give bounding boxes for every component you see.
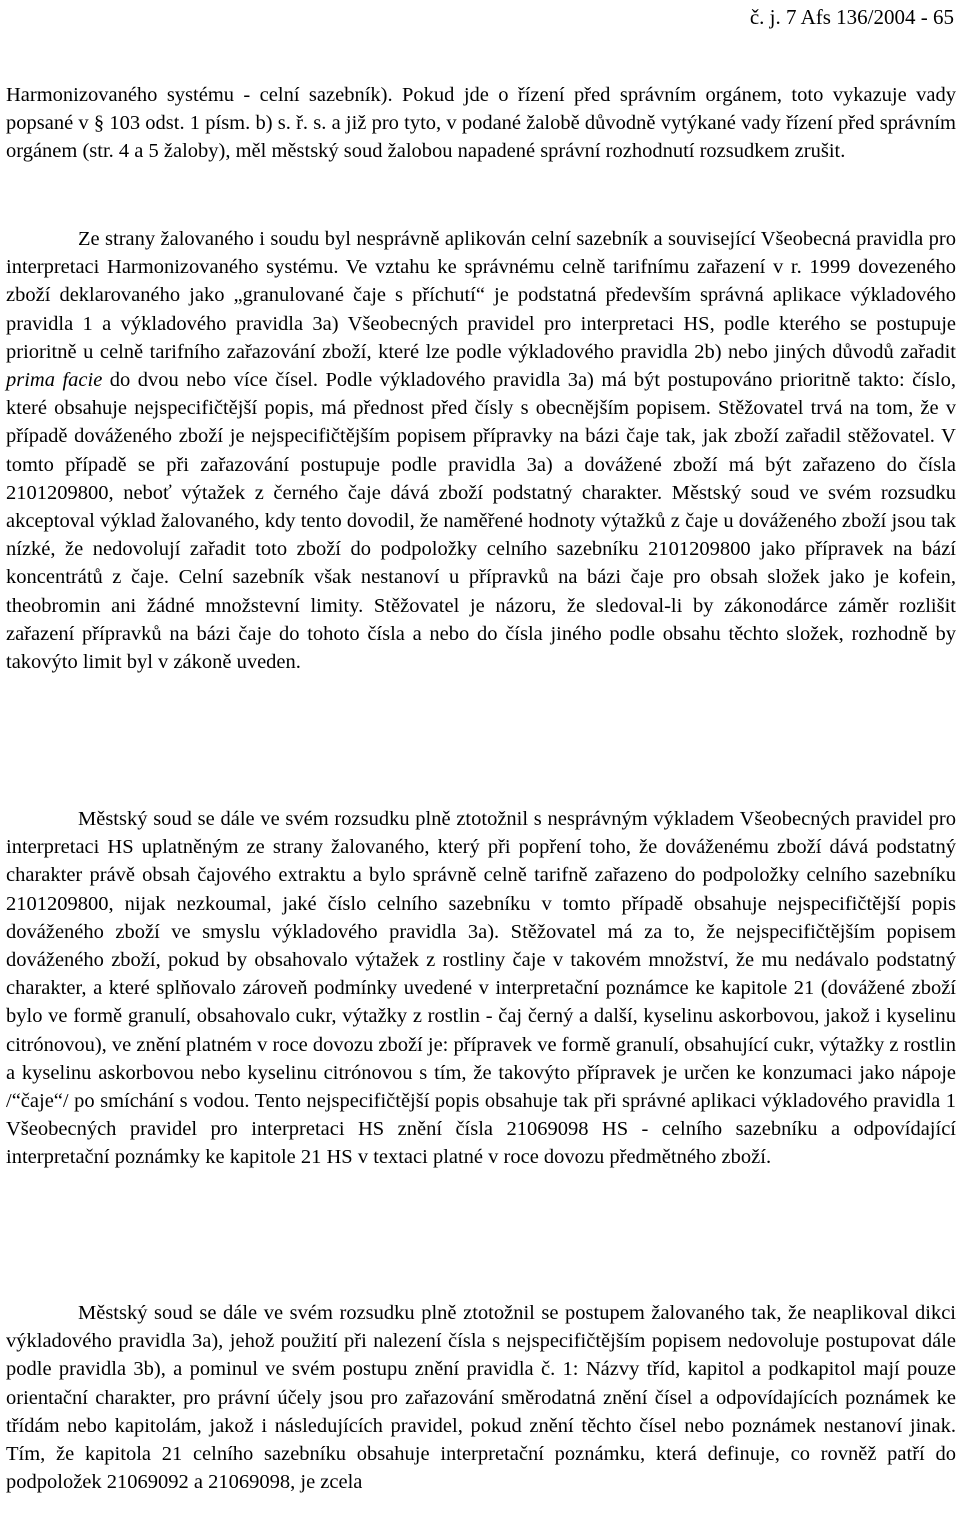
paragraph-1-block — [6, 81, 956, 166]
paragraph-4-block — [6, 1299, 956, 1496]
document-reference: č. j. 7 Afs 136/2004 - 65 — [749, 5, 954, 29]
paragraph-3-block — [6, 805, 956, 1172]
paragraph-4: Městský soud se dále ve svém rozsudku plně ztotožnil se postupem žalovaného tak, že neaplikoval dikci výkladového pravidla 3a), jehož použití při nalezení čísla s nejspecifičtějším popisem nedovoluje postupovat dále podle pravidla 3b), a pominul ve svém postupu znění pravidla č. 1: Názvy tříd, kapitol a podkapitol mají pouze orientační charakter, pro právní účely jsou pro zařazování směrodatná znění čísel a odpovídajících poznámek ke třídám nebo kapitolám, jakož i následujících pravidel, pokud znění těchto čísel nebo poznámek nestanoví jinak. Tím, že kapitola 21 celního sazebníku obsahuje interpretační poznámku, která definuje, co rovněž patří do podpoložek 21069092 a 21069098, je zcela — [6, 1302, 956, 1494]
paragraph-2-block — [6, 225, 956, 676]
paragraph-2-part-a: Ze strany žalovaného i soudu byl nesprávně aplikován celní sazebník a související Všeobecná pravidla pro interpretaci Harmonizovaného systému. Ve vztahu ke správnému celně tarifnímu zařazení v r. 1999 dovezeného zboží deklarovaného jako „granulované čaje s příchutí“ je podstatná především správná aplikace výkladového pravidla 1 a výkladového pravidla 3a) Všeobecných pravidel pro interpretaci HS, podle kterého se postupuje prioritně u celně tarifního zařazování zboží, které lze podle výkladového pravidla 2b) nebo jiných důvodů zařadit — [6, 228, 956, 363]
paragraph-1: Harmonizovaného systému - celní sazebník). Pokud jde o řízení před správním orgánem, toto vykazuje vady popsané v § 103 odst. 1 písm. b) s. ř. s. a již pro tyto, v podané žalobě důvodně vytýkané vady řízení před správním orgánem (str. 4 a 5 žaloby), měl městský soud žalobou napadené správní rozhodnutí rozsudkem zrušit. — [6, 84, 956, 163]
paragraph-2-part-b: do dvou nebo více čísel. Podle výkladového pravidla 3a) má být postupováno prioritně takto: číslo, které obsahuje nejspecifičtější popis, má přednost před čísly s obecnějším popisem. Stěžovatel trvá na tom, že v případě dováženého zboží je nejspecifičtějším popisem přípravky na bázi čaje tak, jak zboží zařadil stěžovatel. V tomto případě se při zařazování postupuje podle pravidla 3a) a dovážené zboží má být zařazeno do čísla 2101209800, neboť výtažek z černého čaje dává zboží podstatný charakter. Městský soud ve svém rozsudku akceptoval výklad žalovaného, kdy tento dovodil, že naměřené hodnoty výtažků z čaje u dováženého zboží jsou tak nízké, že nedovolují zařadit toto zboží do podpoložky celního sazebníku 2101209800 jako přípravek na bází koncentrátů z čaje. Celní sazebník však nestanoví u přípravků na bázi čaje pro obsah složek jako je kofein, theobromin ani žádné množstevní limity. Stěžovatel je názoru, že sledoval-li by zákonodárce záměr rozlišit zařazení přípravků na bázi čaje do tohoto čísla a nebo do čísla jiného podle obsahu těchto složek, rozhodně by takovýto limit byl v zákoně uveden. — [6, 369, 956, 674]
paragraph-2 — [6, 225, 956, 676]
paragraph-3: Městský soud se dále ve svém rozsudku plně ztotožnil s nesprávným výkladem Všeobecných pravidel pro interpretaci HS uplatněným ze strany žalovaného, který při popření toho, že dováženému zboží dává podstatný charakter právě obsah čajového extraktu a bylo správně celně tarifně zařazeno do podpoložky celního sazebníku 2101209800, nijak nezkoumal, jaké číslo celního sazebníku v tomto případě obsahuje nejspecifičtější popis dováženého zboží ve smyslu výkladového pravidla 3a). Stěžovatel má za to, že nejspecifičtějším popisem dováženého zboží, pokud by obsahovalo výtažek z rostliny čaje v takovém množství, že mu nedávalo podstatný charakter, a které splňovalo zároveň podmínky uvedené v interpretační poznámce ke kapitole 21 (dovážené zboží bylo ve formě granulí, obsahovalo cukr, výtažky z rostlin - čaj černý a další, kyselinu askorbovou, jakož i kyselinu citrónovou), ve znění platném v roce dovozu zboží je: přípravek ve formě granulí, obsahující cukr, výtažky z rostlin a kyselinu askorbovou nebo kyselinu citrónovou s tím, že takovýto přípravek je určen ke konzumaci jako nápoje /“čaje“/ po smíchání s vodou. Tento nejspecifičtější popis obsahuje tak při správné aplikaci výkladového pravidla 1 Všeobecných pravidel pro interpretaci HS znění čísla 21069098 HS - celního sazebníku a odpovídající interpretační poznámky ke kapitole 21 HS v textaci platné v roce dovozu předmětného zboží. — [6, 808, 956, 1169]
paragraph-2-italic: prima facie — [6, 369, 103, 392]
